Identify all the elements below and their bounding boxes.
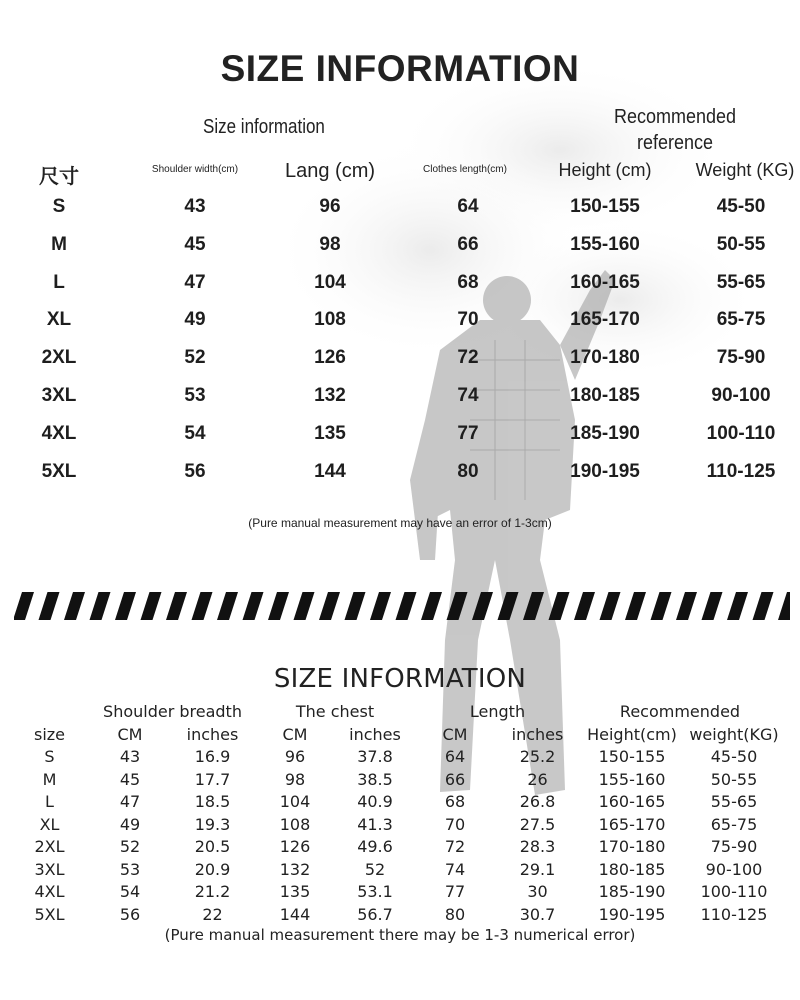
height-cell: 160-165 <box>598 792 666 811</box>
shoulder-width-cell: 52 <box>184 347 206 369</box>
shoulder-width-cell: 56 <box>184 460 206 482</box>
stripe <box>370 592 391 620</box>
weight-cell: 50-55 <box>710 769 758 789</box>
height-cell: 185-190 <box>570 422 640 444</box>
chest-cm-cell: 96 <box>284 747 306 766</box>
shoulder-width-header: Shoulder width(cm) <box>151 164 239 175</box>
lang-cell: 98 <box>319 233 341 255</box>
shoulder-inches-cell: 16.9 <box>194 747 231 766</box>
stripe <box>345 592 366 620</box>
weight-cell: 90-100 <box>711 385 771 406</box>
stripe <box>268 592 289 620</box>
height-header: Height (cm) <box>558 160 652 180</box>
recommended-reference-group-label: Recommended reference <box>613 106 737 154</box>
stripe <box>676 592 697 620</box>
top-measurement-note: (Pure manual measurement may have an error of 1-3cm) <box>248 516 552 530</box>
size-cell: 5XL <box>34 904 65 924</box>
clothes-length-header: Clothes length(cm) <box>423 164 507 175</box>
size-cell: 4XL <box>34 882 65 901</box>
size-cell: S <box>52 196 66 217</box>
size-cell: M <box>51 233 67 255</box>
weight-cell: 45-50 <box>716 196 766 217</box>
size-subheader: size <box>33 725 66 744</box>
height-cell: 165-170 <box>598 814 666 834</box>
lang-cell: 126 <box>314 347 346 369</box>
height-cell: 150-155 <box>570 196 640 217</box>
length-cm-cell: 70 <box>444 814 466 834</box>
height-subheader: Height(cm) <box>587 725 677 744</box>
size-cell: 4XL <box>41 422 77 444</box>
chest-cm-cell: 135 <box>279 882 311 901</box>
stripe <box>39 592 60 620</box>
length-cm-cell: 68 <box>444 792 466 811</box>
height-cell: 170-180 <box>598 837 666 856</box>
chest-cm-cell: 126 <box>279 837 311 856</box>
weight-subheader: weight(KG) <box>689 725 779 744</box>
clothes-length-cell: 66 <box>457 233 479 255</box>
chest-inches-cell: 40.9 <box>357 792 393 811</box>
size-cell: S <box>44 747 55 766</box>
shoulder-inches-cell: 20.5 <box>194 837 231 856</box>
height-cell: 155-160 <box>598 769 666 789</box>
stripe <box>778 592 790 620</box>
chest-cm-cell: 132 <box>279 859 311 879</box>
weight-cell: 45-50 <box>710 747 758 766</box>
length-inches-cell: 28.3 <box>519 837 556 856</box>
stripe <box>523 592 544 620</box>
stripe <box>166 592 187 620</box>
stripe <box>702 592 723 620</box>
weight-cell: 75-90 <box>710 837 758 856</box>
length-cm-cell: 64 <box>444 747 466 766</box>
chest-cm-cell: 108 <box>279 814 311 834</box>
height-cell: 150-155 <box>598 747 666 766</box>
clothes-length-cell: 77 <box>457 422 479 444</box>
lang-header: Lang (cm) <box>284 160 376 182</box>
weight-cell: 50-55 <box>716 233 766 255</box>
stripe <box>319 592 340 620</box>
size-cell: 3XL <box>34 859 65 879</box>
stripe <box>727 592 748 620</box>
length-inches-subheader: inches <box>511 725 564 744</box>
clothes-length-cell: 64 <box>457 196 479 217</box>
shoulder-inches-cell: 20.9 <box>194 859 231 879</box>
size-cell: M <box>42 769 57 789</box>
weight-cell: 100-110 <box>700 882 768 901</box>
chest-inches-cell: 49.6 <box>357 837 393 856</box>
shoulder-breadth-group: Shoulder breadth <box>103 702 242 721</box>
lang-cell: 135 <box>314 422 346 444</box>
chest-cm-cell: 104 <box>279 792 311 811</box>
lang-cell: 132 <box>314 385 346 406</box>
stripe <box>625 592 646 620</box>
stripe <box>64 592 85 620</box>
stripe <box>753 592 774 620</box>
chest-cm-cell: 144 <box>279 904 311 924</box>
stripe <box>421 592 442 620</box>
length-inches-cell: 30.7 <box>519 904 556 924</box>
height-cell: 180-185 <box>570 385 640 406</box>
lang-cell: 144 <box>314 460 346 482</box>
height-cell: 155-160 <box>570 233 640 255</box>
length-inches-cell: 25.2 <box>519 747 556 766</box>
lang-cell: 108 <box>314 309 346 331</box>
size-information-group-label: Size information <box>203 116 325 138</box>
chest-cm-subheader: CM <box>282 725 308 744</box>
size-cell: XL <box>39 814 60 834</box>
chest-inches-cell: 56.7 <box>357 904 393 924</box>
clothes-length-cell: 80 <box>457 460 479 482</box>
shoulder-cm-subheader: CM <box>117 725 143 744</box>
height-cell: 160-165 <box>570 271 640 293</box>
chest-group: The chest <box>295 702 375 721</box>
shoulder-cm-cell: 47 <box>119 792 141 811</box>
size-cell: 5XL <box>41 460 77 482</box>
chest-inches-subheader: inches <box>349 725 401 744</box>
stripe <box>396 592 417 620</box>
stripe <box>447 592 468 620</box>
shoulder-cm-cell: 52 <box>119 837 141 856</box>
chest-inches-cell: 53.1 <box>357 882 393 901</box>
length-inches-cell: 29.1 <box>519 859 556 879</box>
chest-inches-cell: 41.3 <box>357 814 393 834</box>
shoulder-cm-cell: 45 <box>119 769 141 789</box>
height-cell: 165-170 <box>570 309 640 331</box>
shoulder-inches-cell: 17.7 <box>194 769 231 789</box>
shoulder-cm-cell: 49 <box>119 814 141 834</box>
stripe <box>600 592 621 620</box>
length-cm-subheader: CM <box>442 725 468 744</box>
weight-cell: 110-125 <box>706 460 776 482</box>
length-inches-cell: 26 <box>527 769 548 789</box>
length-inches-cell: 27.5 <box>519 814 556 834</box>
weight-cell: 65-75 <box>716 309 766 331</box>
height-cell: 190-195 <box>570 460 640 482</box>
height-cell: 190-195 <box>598 904 666 924</box>
shoulder-width-cell: 47 <box>184 271 206 293</box>
shoulder-cm-cell: 53 <box>119 859 141 879</box>
lang-cell: 104 <box>314 271 346 293</box>
stripe <box>217 592 238 620</box>
size-cell: L <box>45 792 54 811</box>
clothes-length-cell: 68 <box>457 271 479 293</box>
lang-cell: 96 <box>319 196 341 217</box>
height-cell: 170-180 <box>570 347 640 369</box>
stripe <box>243 592 264 620</box>
shoulder-cm-cell: 43 <box>119 747 141 766</box>
stripe <box>574 592 595 620</box>
size-cell: XL <box>46 309 72 331</box>
size-column-header: 尺寸 <box>39 166 79 188</box>
weight-cell: 90-100 <box>705 859 763 879</box>
bottom-measurement-note: (Pure manual measurement there may be 1-3 numerical error) <box>164 926 636 944</box>
shoulder-inches-cell: 19.3 <box>194 814 231 834</box>
chest-inches-cell: 38.5 <box>357 769 393 789</box>
stripe <box>192 592 213 620</box>
shoulder-inches-cell: 18.5 <box>194 792 231 811</box>
shoulder-width-cell: 54 <box>184 422 206 444</box>
chest-inches-cell: 52 <box>364 859 386 879</box>
size-cell: 3XL <box>41 385 77 406</box>
shoulder-width-cell: 49 <box>184 309 206 331</box>
length-cm-cell: 74 <box>444 859 466 879</box>
stripe <box>14 592 34 620</box>
weight-cell: 100-110 <box>706 422 776 444</box>
shoulder-inches-subheader: inches <box>186 725 239 744</box>
stripe <box>472 592 493 620</box>
stripe <box>115 592 136 620</box>
shoulder-cm-cell: 56 <box>119 904 141 924</box>
shoulder-width-cell: 43 <box>184 196 206 217</box>
height-cell: 185-190 <box>598 882 666 901</box>
shoulder-inches-cell: 21.2 <box>194 882 231 901</box>
size-cell: L <box>53 271 65 293</box>
page-title: SIZE INFORMATION <box>220 48 580 89</box>
weight-cell: 55-65 <box>710 792 758 811</box>
stripe <box>294 592 315 620</box>
shoulder-width-cell: 53 <box>184 385 206 406</box>
shoulder-inches-cell: 22 <box>202 904 223 924</box>
stripe <box>498 592 519 620</box>
length-cm-cell: 77 <box>444 882 466 901</box>
weight-cell: 65-75 <box>710 814 758 834</box>
height-cell: 180-185 <box>598 859 666 879</box>
chest-cm-cell: 98 <box>284 769 306 789</box>
clothes-length-cell: 70 <box>457 309 479 331</box>
size-cell: 2XL <box>41 347 77 369</box>
weight-cell: 75-90 <box>716 347 766 369</box>
weight-header: Weight (KG) <box>695 160 795 180</box>
shoulder-width-cell: 45 <box>184 233 206 255</box>
length-group: Length <box>469 702 526 721</box>
weight-cell: 110-125 <box>700 904 768 924</box>
length-cm-cell: 66 <box>444 769 466 789</box>
recommended-group: Recommended <box>619 702 741 721</box>
secondary-title: SIZE INFORMATION <box>273 664 527 694</box>
diagonal-stripe-divider <box>14 592 790 620</box>
clothes-length-cell: 74 <box>457 385 479 406</box>
length-inches-cell: 30 <box>527 882 548 901</box>
stripe <box>90 592 111 620</box>
stripe <box>141 592 162 620</box>
weight-cell: 55-65 <box>716 271 766 293</box>
size-cell: 2XL <box>34 837 65 856</box>
stripe <box>651 592 672 620</box>
length-inches-cell: 26.8 <box>519 792 556 811</box>
stripe <box>549 592 570 620</box>
shoulder-cm-cell: 54 <box>119 882 141 901</box>
length-cm-cell: 72 <box>444 837 466 856</box>
chest-inches-cell: 37.8 <box>357 747 393 766</box>
length-cm-cell: 80 <box>444 904 466 924</box>
clothes-length-cell: 72 <box>457 347 479 369</box>
